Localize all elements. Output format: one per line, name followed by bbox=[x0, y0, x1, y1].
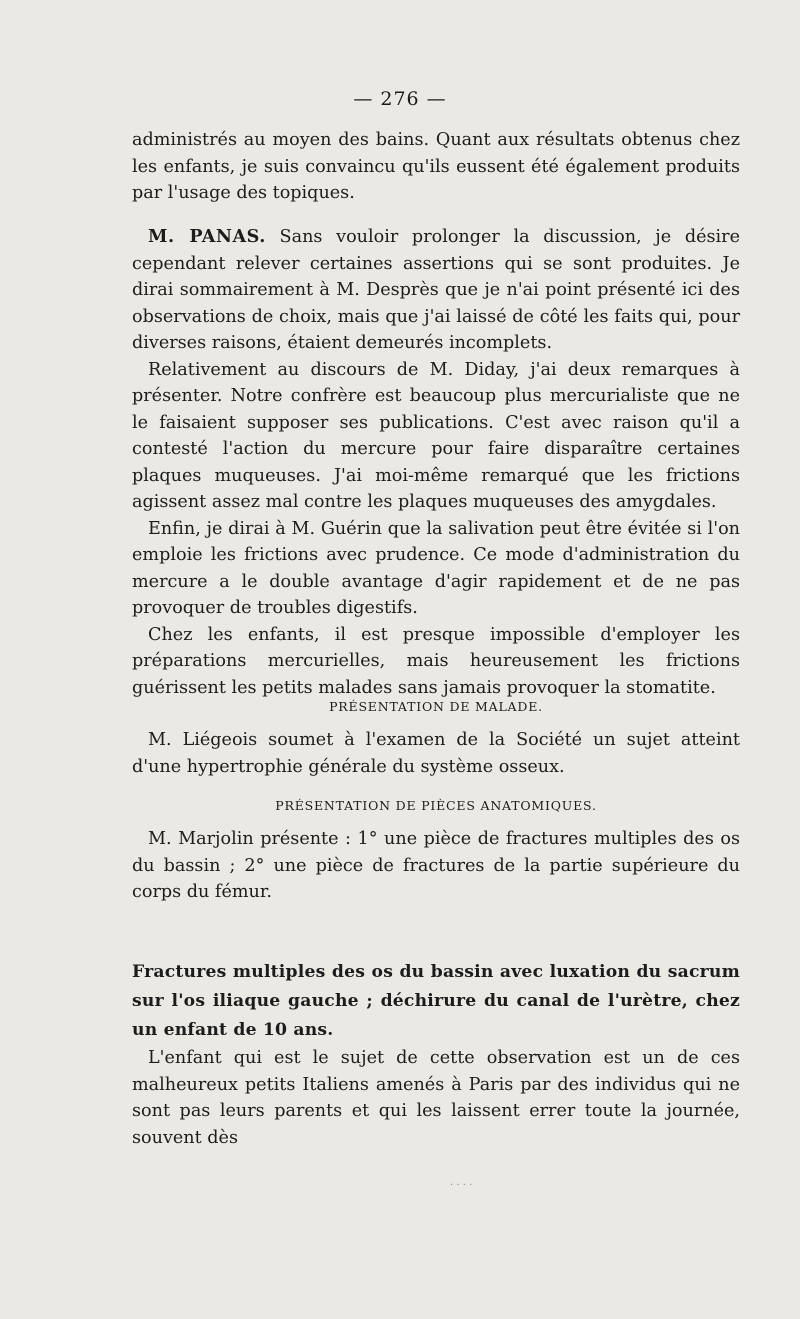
page-number: — 276 — bbox=[353, 88, 447, 110]
liegeois-block bbox=[132, 727, 740, 780]
panas-paragraph bbox=[132, 224, 740, 357]
observation-paragraph: L'enfant qui est le sujet de cette observation est un de ces malheureux petits Italiens amenés à Paris par des individus qui ne sont pas leurs parents et qui les laissent errer toute la journée, souvent dès bbox=[132, 1048, 740, 1148]
marjolin-block bbox=[132, 826, 740, 906]
marjolin-paragraph: M. Marjolin présente : 1° une pièce de fractures multiples des os du bassin ; 2° une pièce de fractures de la partie supérieure du corps du fémur. bbox=[132, 829, 740, 902]
observation-block bbox=[132, 1045, 740, 1151]
paragraph-continuation bbox=[132, 127, 740, 207]
diday-paragraph: Relativement au discours de M. Diday, j'ai deux remarques à présenter. Notre confrère est beaucoup plus mercurialiste que ne le faisaient supposer ses publications. C'est avec raison qu'il a contesté l'action du mercure pour faire disparaître certaines plaques muqueuses. J'ai moi-même remarqué que les frictions agissent assez mal contre les plaques muqueuses des amygdales. bbox=[132, 359, 740, 512]
section-heading-pieces: PRÉSENTATION DE PIÈCES ANATOMIQUES. bbox=[275, 798, 597, 813]
paragraph-text: administrés au moyen des bains. Quant aux résultats obtenus chez les enfants, je suis convaincu qu'ils eussent été également produits par l'usage des topiques. bbox=[132, 130, 740, 203]
liegeois-paragraph: M. Liégeois soumet à l'examen de la Société un sujet atteint d'une hypertrophie générale du système osseux. bbox=[132, 730, 740, 777]
print-specks: · · · · bbox=[450, 1180, 473, 1191]
article-title: Fractures multiples des os du bassin avec luxation du sacrum sur l'os iliaque gauche ; déchirure du canal de l'urètre, chez un enfant de 10 ans. bbox=[132, 962, 740, 1040]
guerin-paragraph: Enfin, je dirai à M. Guérin que la salivation peut être évitée si l'on emploie les frictions avec prudence. Ce mode d'administration du mercure a le double avantage d'agir rapidement et de ne pas provoquer de troubles digestifs. bbox=[132, 518, 740, 618]
section-heading-malade: PRÉSENTATION DE MALADE. bbox=[329, 699, 543, 714]
paragraph-text: Sans vouloir prolonger la discussion, je désire cependant relever certaines assertions qui se sont produites. Je dirai sommairement à M. Desprès que je n'ai point présenté ici des observations de choix, mais que j'ai laissé de côté les faits qui, pour diverses raisons, étaient demeurés incomplets. bbox=[132, 227, 740, 353]
discussion-block bbox=[132, 224, 740, 701]
speaker-name: M. PANAS. bbox=[148, 226, 266, 247]
children-paragraph: Chez les enfants, il est presque impossible d'employer les préparations mercurielles, mais heureusement les frictions guérissent les petits malades sans jamais provoquer la stomatite. bbox=[132, 624, 740, 698]
